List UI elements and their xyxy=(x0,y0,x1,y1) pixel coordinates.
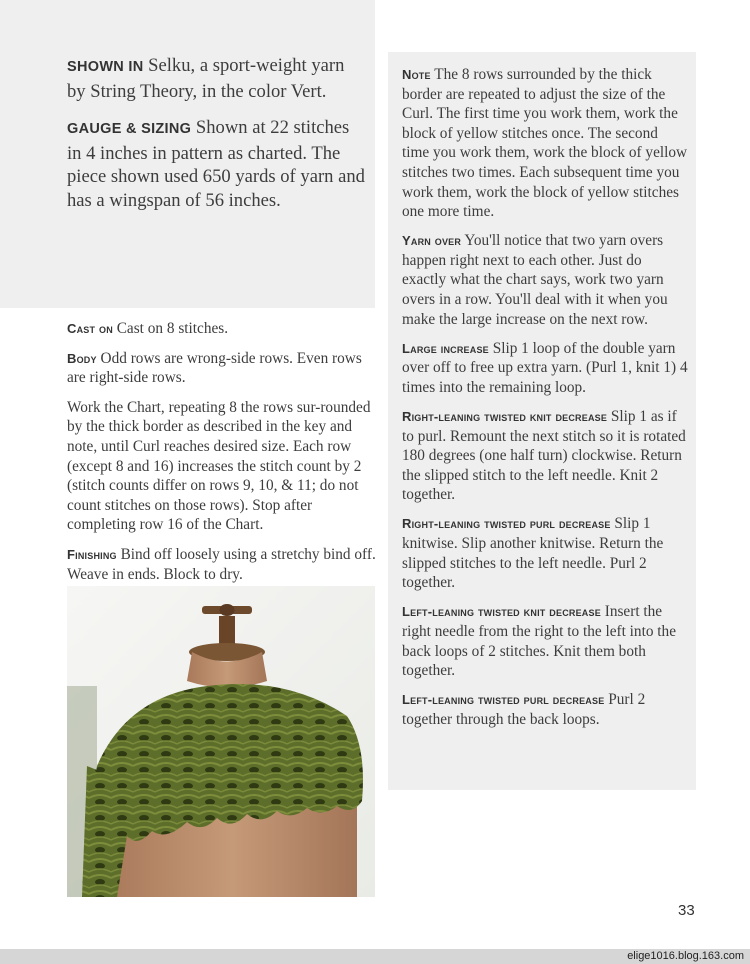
body-text: Odd rows are wrong-side rows. Even rows are right-side rows. xyxy=(67,349,362,387)
rl-purl-decrease-paragraph xyxy=(402,514,688,592)
rl-knit-decrease-text: Slip 1 as if to purl. Remount the next stitch so it is rotated 180 degrees (one half turn) clockwise. Return the slipped stitch to the left needle. Knit 2 together. xyxy=(402,408,686,504)
large-increase-paragraph xyxy=(402,339,688,398)
ll-knit-decrease-paragraph xyxy=(402,602,688,680)
ll-purl-decrease-text: Purl 2 together through the back loops. xyxy=(402,691,646,728)
finishing-label: Finishing xyxy=(67,546,117,562)
cast-on-text: Cast on 8 stitches. xyxy=(116,320,229,337)
yarn-over-label: Yarn over xyxy=(402,233,462,249)
rl-purl-decrease-text: Slip 1 knitwise. Slip another knitwise. Return the slipped stitches to the left needle. Purl 2 together. xyxy=(402,515,664,592)
rl-knit-decrease-label: Right-leaning twisted knit decrease xyxy=(402,409,608,424)
shown-in-paragraph xyxy=(67,54,367,103)
finishing-text: Bind off loosely using a stretchy bind off. Weave in ends. Block to dry. xyxy=(67,545,376,583)
shown-in-text: Selku, a sport-weight yarn by String Theory, in the color Vert. xyxy=(67,55,345,102)
footer-bar xyxy=(0,949,750,964)
gauge-label: GAUGE & SIZING xyxy=(67,121,192,137)
note-label: Note xyxy=(402,67,431,82)
gauge-paragraph xyxy=(67,116,367,212)
rl-knit-decrease-paragraph xyxy=(402,407,688,505)
ll-purl-decrease-paragraph xyxy=(402,690,688,729)
shawl-photo xyxy=(67,586,375,897)
yarn-over-paragraph xyxy=(402,231,688,329)
large-increase-label: Large increase xyxy=(402,340,489,356)
large-increase-text: Slip 1 loop of the double yarn over off to free up extra yarn. (Purl 1, knit 1) 4 times into the remaining loop. xyxy=(402,339,688,396)
rl-purl-decrease-label: Right-leaning twisted purl decrease xyxy=(402,516,611,532)
note-text: The 8 rows surrounded by the thick border are repeated to adjust the size of the Curl. The first time you work them, work the block of yellow stitches once. The second time you work them, work the block of yellow stitches two times. Each subsequent time you work them, work the block of yellow stitches one more time. xyxy=(402,66,688,221)
yarn-over-text: You'll notice that two yarn overs happen right next to each other. Just do exactly what the chart says, work two yarn overs in a row. You'll deal with it when you make the large increase on the next row. xyxy=(402,232,668,328)
watermark-text: elige1016.blog.163.com xyxy=(627,950,744,962)
chart-paragraph xyxy=(67,398,377,535)
shawl-on-dress-form-image xyxy=(67,586,375,897)
cast-on-paragraph xyxy=(67,319,377,339)
chart-text: Work the Chart, repeating 8 the rows sur-rounded by the thick border as described in the key and note, until Curl reaches desired size. Each row (except 8 and 16) increases the stitch count by 2 (stitch counts differ on rows 9, 10, & 11; do not count stitches on those rows). Stop after completing row 16 of the Chart. xyxy=(67,398,371,534)
ll-knit-decrease-text: Insert the right needle from the right to the left into the back loops of 2 stitches. Knit them both together. xyxy=(402,603,676,680)
instructions-column xyxy=(67,319,377,587)
gauge-text: Shown at 22 stitches in 4 inches in pattern as charted. The piece shown used 650 yards of yarn and has a wingspan of 56 inches. xyxy=(67,117,365,211)
body-paragraph xyxy=(67,349,377,388)
shown-in-label: SHOWN IN xyxy=(67,59,144,75)
body-label: Body xyxy=(67,350,97,366)
note-paragraph xyxy=(402,65,688,222)
ll-knit-decrease-label: Left-leaning twisted knit decrease xyxy=(402,604,601,620)
cast-on-label: Cast on xyxy=(67,321,113,336)
finishing-paragraph xyxy=(67,545,377,584)
notes-column xyxy=(402,65,688,739)
page-number: 33 xyxy=(678,902,695,919)
ll-purl-decrease-label: Left-leaning twisted purl decrease xyxy=(402,692,605,708)
yarn-info xyxy=(67,54,367,225)
